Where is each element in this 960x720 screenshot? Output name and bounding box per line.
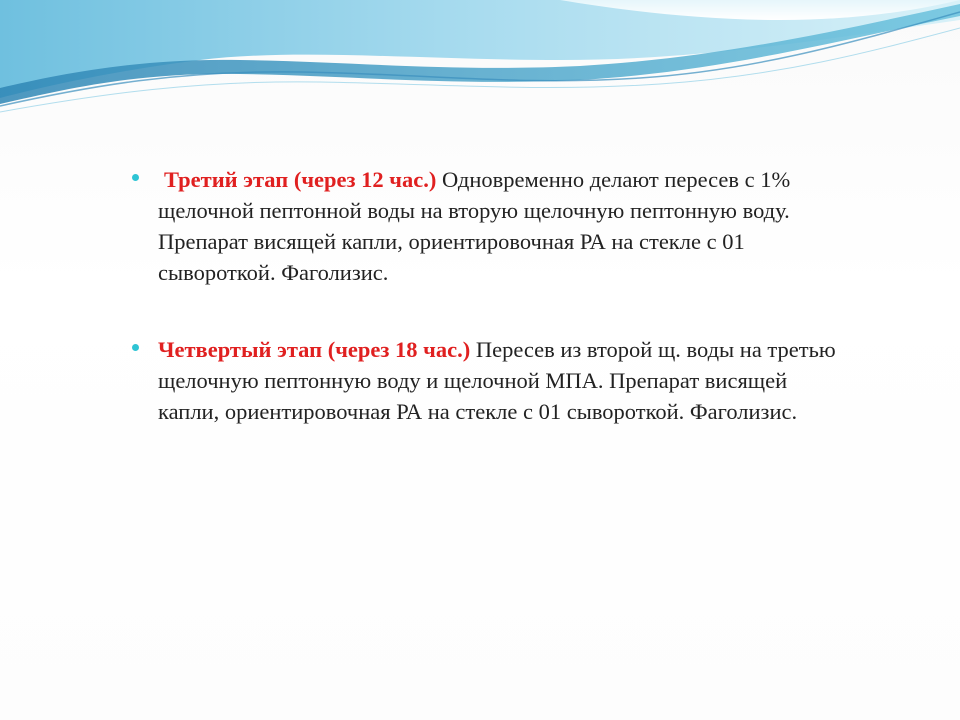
bullet-item bbox=[128, 334, 848, 427]
bullet-text: Одновременно делают пересев с 1% щелочной пептонной воды на вторую щелочную пептонную воду. Препарат висящей капли, ориентировочная РА на стекле с 01 сывороткой. Фаголизис. bbox=[158, 167, 791, 285]
wave-header-decoration bbox=[0, 0, 960, 120]
stage-label: Четвертый этап (через 18 час.) bbox=[158, 337, 471, 362]
stage-label: Третий этап (через 12 час.) bbox=[164, 167, 437, 192]
bullet-dot-icon bbox=[132, 344, 139, 351]
bullet-text: Пересев из второй щ. воды на третью щелочную пептонную воду и щелочной МПА. Препарат висящей капли, ориентировочная РА на стекле с 01 сывороткой. Фаголизис. bbox=[158, 337, 836, 424]
slide-content bbox=[128, 164, 848, 427]
bullet-dot-icon bbox=[132, 174, 139, 181]
bullet-item bbox=[128, 164, 848, 288]
